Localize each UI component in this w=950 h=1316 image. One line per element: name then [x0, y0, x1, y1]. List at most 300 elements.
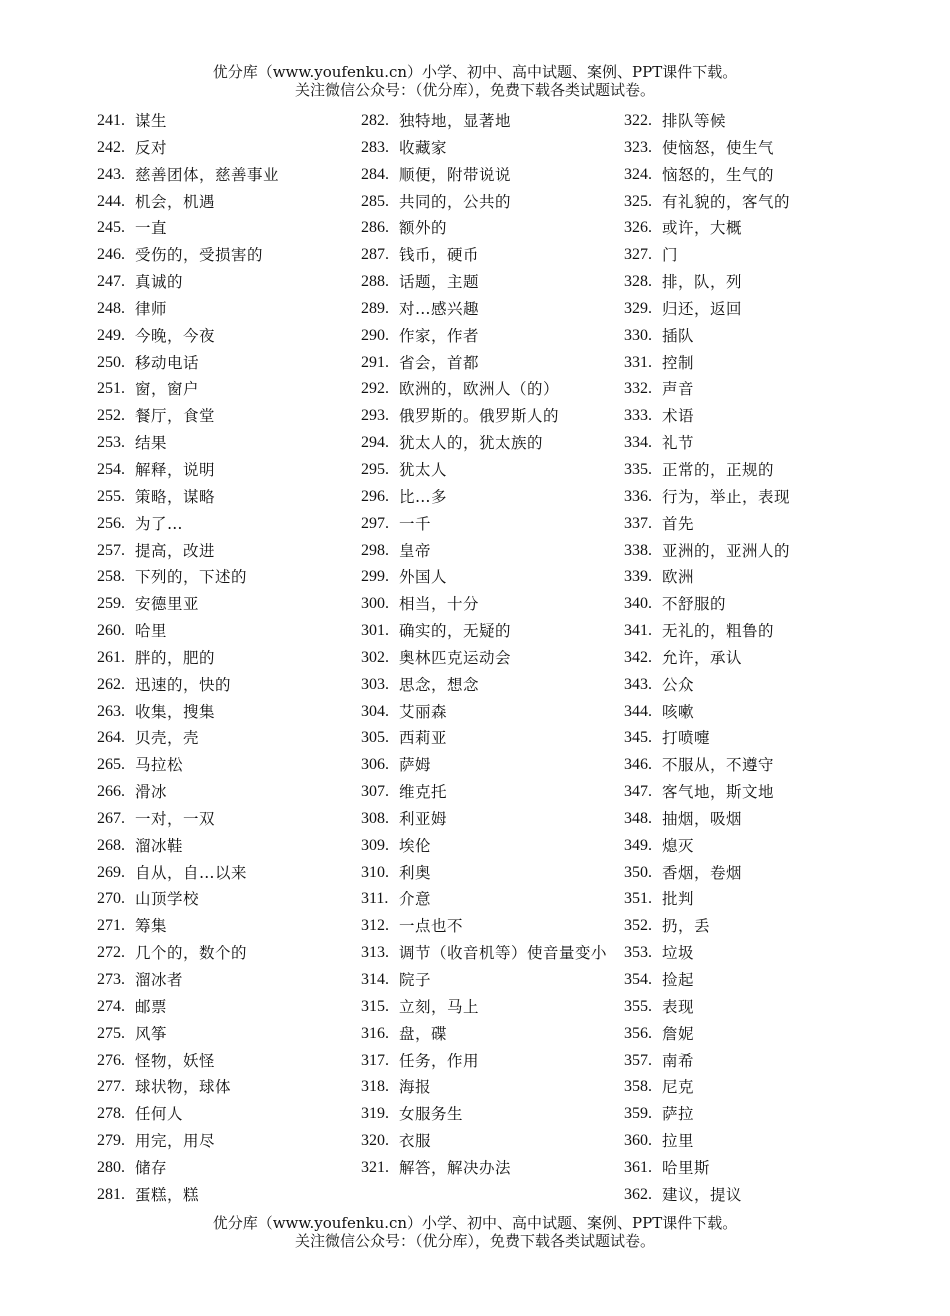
entry-number: 257.: [97, 541, 125, 559]
entry-meaning: 萨姆: [399, 756, 432, 775]
vocab-entry: [97, 833, 352, 860]
entry-meaning: 奥林匹克运动会: [399, 648, 512, 667]
entry-number: 253.: [97, 434, 125, 452]
vocab-entry: [97, 430, 352, 457]
vocab-entry: [624, 779, 874, 806]
entry-meaning: 山顶学校: [135, 890, 200, 909]
entry-meaning: 批判: [662, 890, 695, 909]
entry-meaning: 行为，举止，表现: [662, 487, 791, 506]
entry-meaning: 或许，大概: [662, 219, 743, 238]
entry-number: 285.: [361, 192, 389, 210]
vocab-entry: [97, 511, 352, 538]
entry-meaning: 比…多: [399, 487, 448, 506]
entry-meaning: 胖的，肥的: [135, 648, 216, 667]
entry-meaning: 欧洲: [662, 568, 695, 587]
entry-meaning: 不舒服的: [662, 595, 727, 614]
vocab-entry: [361, 376, 616, 403]
entry-meaning: 维克托: [399, 783, 448, 802]
vocab-entry: [97, 967, 352, 994]
vocab-entry: [97, 699, 352, 726]
entry-number: 305.: [361, 729, 389, 747]
vocab-entry: [97, 108, 352, 135]
vocab-entry: [97, 806, 352, 833]
entry-number: 338.: [624, 541, 652, 559]
entry-meaning: 解释，说明: [135, 460, 216, 479]
vocab-column-3: [624, 108, 874, 1209]
entry-number: 250.: [97, 353, 125, 371]
entry-number: 261.: [97, 648, 125, 666]
vocab-entry: [624, 1021, 874, 1048]
vocab-entry: [97, 1182, 352, 1209]
vocab-entry: [624, 994, 874, 1021]
vocab-entry: [97, 350, 352, 377]
entry-meaning: 蛋糕，糕: [135, 1185, 200, 1204]
entry-number: 347.: [624, 783, 652, 801]
entry-meaning: 俄罗斯的。俄罗斯人的: [399, 407, 560, 426]
entry-meaning: 风筝: [135, 1024, 168, 1043]
entry-meaning: 怪物，妖怪: [135, 1051, 216, 1070]
entry-number: 251.: [97, 380, 125, 398]
entry-meaning: 贝壳，壳: [135, 729, 200, 748]
entry-number: 331.: [624, 353, 652, 371]
vocab-entry: [624, 618, 874, 645]
entry-meaning: 一直: [135, 219, 168, 238]
vocab-entry: [361, 430, 616, 457]
entry-meaning: 香烟，卷烟: [662, 863, 743, 882]
entry-number: 286.: [361, 219, 389, 237]
entry-number: 361.: [624, 1158, 652, 1176]
entry-number: 254.: [97, 460, 125, 478]
vocab-entry: [97, 591, 352, 618]
vocab-entry: [97, 162, 352, 189]
header-line-2: 关注微信公众号：（优分库），免费下载各类试题试卷。: [294, 81, 655, 99]
entry-meaning: 打喷嚏: [662, 729, 711, 748]
entry-number: 349.: [624, 836, 652, 854]
header-line-1: 优分库（www.youfenku.cn）小学、初中、高中试题、案例、PPT课件下载。: [212, 63, 738, 81]
entry-meaning: 归还，返回: [662, 299, 743, 318]
vocab-entry: [97, 886, 352, 913]
entry-number: 320.: [361, 1132, 389, 1150]
entry-number: 272.: [97, 944, 125, 962]
entry-meaning: 正常的，正规的: [662, 460, 775, 479]
entry-number: 287.: [361, 246, 389, 264]
entry-meaning: 西莉亚: [399, 729, 448, 748]
entry-number: 262.: [97, 675, 125, 693]
vocab-entry: [361, 484, 616, 511]
entry-number: 289.: [361, 299, 389, 317]
entry-number: 256.: [97, 514, 125, 532]
entry-number: 275.: [97, 1024, 125, 1042]
vocab-entry: [624, 1182, 874, 1209]
vocab-entry: [361, 269, 616, 296]
entry-meaning: 机会，机遇: [135, 192, 216, 211]
entry-number: 267.: [97, 809, 125, 827]
entry-number: 313.: [361, 944, 389, 962]
vocab-entry: [624, 752, 874, 779]
entry-number: 292.: [361, 380, 389, 398]
entry-meaning: 钱币，硬币: [399, 246, 480, 265]
entry-number: 252.: [97, 407, 125, 425]
vocab-entry: [361, 806, 616, 833]
entry-number: 318.: [361, 1078, 389, 1096]
entry-meaning: 提高，改进: [135, 541, 216, 560]
vocab-entry: [361, 189, 616, 216]
vocab-entry: [624, 913, 874, 940]
vocab-entry: [97, 618, 352, 645]
entry-meaning: 窗，窗户: [135, 380, 200, 399]
vocab-entry: [361, 350, 616, 377]
entry-number: 301.: [361, 622, 389, 640]
entry-meaning: 滑冰: [135, 783, 168, 802]
entry-meaning: 储存: [135, 1158, 168, 1177]
vocab-entry: [361, 591, 616, 618]
entry-meaning: 球状物，球体: [135, 1078, 232, 1097]
entry-meaning: 欧洲的，欧洲人（的）: [399, 380, 560, 399]
entry-number: 324.: [624, 165, 652, 183]
entry-meaning: 立刻，马上: [399, 997, 480, 1016]
entry-number: 315.: [361, 997, 389, 1015]
vocab-entry: [624, 672, 874, 699]
vocab-entry: [624, 886, 874, 913]
entry-number: 282.: [361, 112, 389, 129]
vocab-entry: [361, 1128, 616, 1155]
entry-meaning: 排队等候: [662, 112, 727, 130]
entry-meaning: 插队: [662, 326, 695, 345]
vocab-entry: [624, 323, 874, 350]
entry-meaning: 共同的，公共的: [399, 192, 512, 211]
vocab-entry: [361, 135, 616, 162]
entry-meaning: 为了…: [135, 514, 184, 533]
entry-number: 302.: [361, 648, 389, 666]
vocab-entry: [361, 967, 616, 994]
entry-number: 242.: [97, 138, 125, 156]
vocab-entry: [97, 376, 352, 403]
entry-number: 340.: [624, 595, 652, 613]
entry-number: 345.: [624, 729, 652, 747]
vocab-entry: [97, 1021, 352, 1048]
vocab-entry: [97, 672, 352, 699]
entry-meaning: 几个的，数个的: [135, 944, 248, 963]
entry-meaning: 礼节: [662, 434, 695, 453]
entry-meaning: 利亚姆: [399, 809, 448, 828]
entry-meaning: 恼怒的，生气的: [662, 165, 775, 184]
vocab-entry: [361, 538, 616, 565]
vocab-entry: [361, 1155, 616, 1182]
vocab-column-2: [361, 108, 616, 1182]
vocab-entry: [361, 940, 616, 967]
entry-meaning: 独特地，显著地: [399, 112, 512, 130]
entry-meaning: 受伤的，受损害的: [135, 246, 264, 265]
entry-meaning: 慈善团体，慈善事业: [135, 165, 280, 184]
entry-meaning: 尼克: [662, 1078, 695, 1097]
vocab-entry: [624, 1048, 874, 1075]
entry-number: 258.: [97, 568, 125, 586]
vocab-entry: [97, 779, 352, 806]
entry-meaning: 萨拉: [662, 1105, 695, 1124]
entry-number: 312.: [361, 917, 389, 935]
entry-number: 300.: [361, 595, 389, 613]
vocab-entry: [361, 1048, 616, 1075]
vocab-entry: [624, 242, 874, 269]
entry-meaning: 相当，十分: [399, 595, 480, 614]
vocab-entry: [624, 215, 874, 242]
vocab-entry: [624, 296, 874, 323]
entry-number: 316.: [361, 1024, 389, 1042]
vocab-entry: [97, 269, 352, 296]
entry-number: 322.: [624, 112, 652, 129]
vocab-entry: [97, 403, 352, 430]
entry-number: 281.: [97, 1185, 125, 1203]
entry-number: 297.: [361, 514, 389, 532]
entry-number: 344.: [624, 702, 652, 720]
entry-meaning: 哈里斯: [662, 1158, 711, 1177]
vocab-entry: [361, 215, 616, 242]
entry-meaning: 无礼的，粗鲁的: [662, 622, 775, 641]
vocab-entry: [97, 564, 352, 591]
vocab-entry: [624, 457, 874, 484]
entry-meaning: 门: [662, 246, 679, 265]
entry-number: 263.: [97, 702, 125, 720]
entry-meaning: 迅速的，快的: [135, 675, 232, 694]
vocab-entry: [361, 296, 616, 323]
vocab-column-1: [97, 108, 352, 1209]
vocab-entry: [361, 511, 616, 538]
footer-line-2: 关注微信公众号：（优分库），免费下载各类试题试卷。: [294, 1232, 655, 1250]
entry-number: 358.: [624, 1078, 652, 1096]
entry-number: 328.: [624, 273, 652, 291]
entry-number: 362.: [624, 1185, 652, 1203]
entry-number: 334.: [624, 434, 652, 452]
vocab-entry: [624, 189, 874, 216]
vocab-entry: [97, 242, 352, 269]
entry-number: 326.: [624, 219, 652, 237]
vocab-entry: [97, 940, 352, 967]
entry-meaning: 思念，想念: [399, 675, 480, 694]
footer-line-1: 优分库（www.youfenku.cn）小学、初中、高中试题、案例、PPT课件下载。: [212, 1214, 738, 1232]
entry-number: 327.: [624, 246, 652, 264]
vocab-entry: [624, 269, 874, 296]
vocab-entry: [361, 913, 616, 940]
entry-number: 335.: [624, 460, 652, 478]
entry-meaning: 真诚的: [135, 273, 184, 292]
entry-meaning: 话题，主题: [399, 273, 480, 292]
entry-meaning: 溜冰鞋: [135, 836, 184, 855]
entry-number: 248.: [97, 299, 125, 317]
page-header: [0, 63, 950, 99]
entry-number: 351.: [624, 890, 652, 908]
entry-number: 243.: [97, 165, 125, 183]
vocab-entry: [361, 1101, 616, 1128]
vocab-entry: [361, 699, 616, 726]
vocab-entry: [361, 323, 616, 350]
entry-number: 270.: [97, 890, 125, 908]
entry-number: 354.: [624, 971, 652, 988]
vocab-entry: [361, 108, 616, 135]
entry-number: 339.: [624, 568, 652, 586]
entry-meaning: 一点也不: [399, 917, 464, 936]
vocab-entry: [97, 1101, 352, 1128]
vocab-entry: [361, 752, 616, 779]
entry-number: 259.: [97, 595, 125, 613]
entry-number: 323.: [624, 138, 652, 156]
entry-number: 291.: [361, 353, 389, 371]
vocab-entry: [624, 403, 874, 430]
entry-meaning: 一千: [399, 514, 432, 533]
entry-number: 357.: [624, 1051, 652, 1069]
vocab-entry: [361, 162, 616, 189]
entry-number: 249.: [97, 326, 125, 344]
vocab-entry: [624, 135, 874, 162]
entry-number: 271.: [97, 917, 125, 935]
entry-meaning: 一对，一双: [135, 809, 216, 828]
entry-meaning: 任务，作用: [399, 1051, 480, 1070]
entry-number: 306.: [361, 756, 389, 774]
entry-number: 265.: [97, 756, 125, 774]
entry-meaning: 今晚，今夜: [135, 326, 216, 345]
entry-number: 268.: [97, 836, 125, 854]
entry-meaning: 收藏家: [399, 138, 448, 157]
entry-meaning: 首先: [662, 514, 695, 533]
entry-meaning: 调节（收音机等）使音量变小: [399, 944, 608, 963]
entry-number: 246.: [97, 246, 125, 264]
entry-meaning: 律师: [135, 299, 168, 318]
entry-meaning: 海报: [399, 1078, 432, 1097]
vocab-entry: [624, 511, 874, 538]
entry-meaning: 扔，丢: [662, 917, 711, 936]
vocab-entry: [361, 886, 616, 913]
entry-meaning: 控制: [662, 353, 695, 372]
entry-number: 241.: [97, 112, 125, 129]
vocab-entry: [624, 1155, 874, 1182]
entry-meaning: 声音: [662, 380, 695, 399]
entry-number: 276.: [97, 1051, 125, 1069]
entry-number: 329.: [624, 299, 652, 317]
entry-meaning: 使恼怒，使生气: [662, 138, 775, 157]
entry-meaning: 外国人: [399, 568, 448, 587]
page-footer: [0, 1214, 950, 1250]
vocab-entry: [624, 940, 874, 967]
entry-meaning: 垃圾: [662, 944, 695, 963]
entry-meaning: 皇帝: [399, 541, 432, 560]
vocab-entry: [97, 1074, 352, 1101]
vocab-entry: [361, 860, 616, 887]
vocab-entry: [624, 162, 874, 189]
entry-number: 353.: [624, 944, 652, 962]
entry-number: 244.: [97, 192, 125, 210]
entry-number: 321.: [361, 1158, 389, 1176]
entry-number: 279.: [97, 1132, 125, 1150]
vocab-entry: [624, 484, 874, 511]
entry-meaning: 解答，解决办法: [399, 1158, 512, 1177]
entry-meaning: 犹太人的，犹太族的: [399, 434, 544, 453]
vocab-entry: [361, 457, 616, 484]
vocab-entry: [97, 860, 352, 887]
vocab-entry: [624, 108, 874, 135]
entry-number: 333.: [624, 407, 652, 425]
vocab-entry: [97, 645, 352, 672]
entry-meaning: 艾丽森: [399, 702, 448, 721]
entry-number: 299.: [361, 568, 389, 586]
entry-meaning: 公众: [662, 675, 695, 694]
vocab-entry: [361, 1021, 616, 1048]
vocab-entry: [97, 296, 352, 323]
entry-number: 274.: [97, 997, 125, 1015]
vocab-entry: [97, 1048, 352, 1075]
vocab-entry: [624, 430, 874, 457]
vocab-entry: [361, 833, 616, 860]
entry-meaning: 结果: [135, 434, 168, 453]
entry-number: 283.: [361, 138, 389, 156]
entry-meaning: 确实的，无疑的: [399, 622, 512, 641]
vocab-entry: [624, 860, 874, 887]
entry-number: 296.: [361, 487, 389, 505]
entry-number: 348.: [624, 809, 652, 827]
vocab-entry: [624, 564, 874, 591]
vocab-entry: [97, 538, 352, 565]
entry-meaning: 客气地，斯文地: [662, 783, 775, 802]
entry-meaning: 允许，承认: [662, 648, 743, 667]
entry-number: 307.: [361, 783, 389, 801]
entry-meaning: 拉里: [662, 1132, 695, 1151]
entry-meaning: 邮票: [135, 997, 168, 1016]
vocab-entry: [361, 779, 616, 806]
vocab-entry: [361, 618, 616, 645]
vocab-entry: [624, 645, 874, 672]
entry-number: 336.: [624, 487, 652, 505]
entry-number: 317.: [361, 1051, 389, 1069]
vocab-entry: [624, 1074, 874, 1101]
entry-number: 352.: [624, 917, 652, 935]
entry-meaning: 反对: [135, 138, 168, 157]
entry-meaning: 任何人: [135, 1105, 184, 1124]
entry-meaning: 衣服: [399, 1132, 432, 1151]
entry-number: 266.: [97, 783, 125, 801]
entry-meaning: 移动电话: [135, 353, 200, 372]
entry-meaning: 南希: [662, 1051, 695, 1070]
entry-meaning: 哈里: [135, 622, 168, 641]
vocab-entry: [361, 725, 616, 752]
entry-meaning: 筹集: [135, 917, 168, 936]
vocab-entry: [361, 1074, 616, 1101]
entry-number: 330.: [624, 326, 652, 344]
entry-meaning: 院子: [399, 971, 432, 989]
vocab-entry: [97, 994, 352, 1021]
entry-meaning: 安德里亚: [135, 595, 200, 614]
entry-number: 288.: [361, 273, 389, 291]
vocab-entry: [97, 1128, 352, 1155]
entry-number: 360.: [624, 1132, 652, 1150]
entry-meaning: 抽烟，吸烟: [662, 809, 743, 828]
entry-number: 247.: [97, 273, 125, 291]
vocab-entry: [97, 457, 352, 484]
vocab-entry: [97, 913, 352, 940]
entry-meaning: 有礼貌的，客气的: [662, 192, 791, 211]
entry-number: 356.: [624, 1024, 652, 1042]
vocab-entry: [97, 484, 352, 511]
vocab-entry: [361, 242, 616, 269]
entry-meaning: 收集，搜集: [135, 702, 216, 721]
entry-meaning: 作家，作者: [399, 326, 480, 345]
entry-number: 260.: [97, 622, 125, 640]
entry-meaning: 顺便，附带说说: [399, 165, 512, 184]
entry-number: 355.: [624, 997, 652, 1015]
entry-number: 294.: [361, 434, 389, 452]
vocab-entry: [624, 725, 874, 752]
entry-meaning: 熄灭: [662, 836, 695, 855]
entry-number: 295.: [361, 460, 389, 478]
entry-number: 346.: [624, 756, 652, 774]
vocab-entry: [97, 752, 352, 779]
